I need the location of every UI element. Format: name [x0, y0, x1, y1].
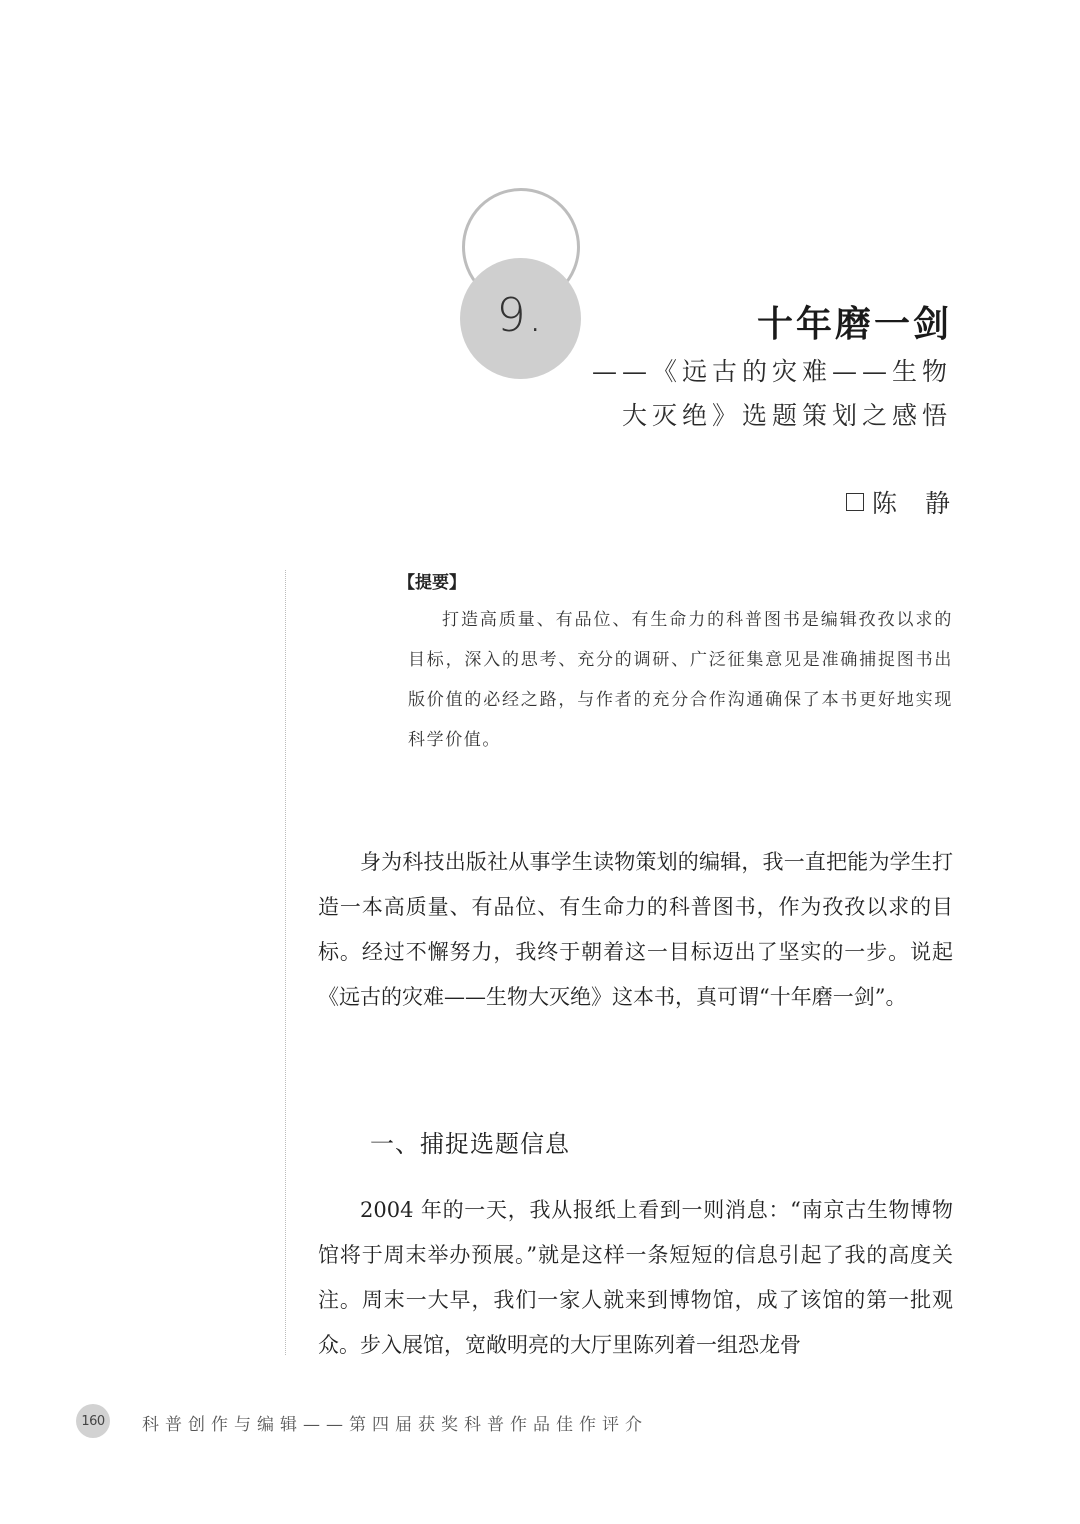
abstract-label: 【提要】 — [398, 573, 466, 593]
author-given: 陈 — [871, 489, 899, 518]
chapter-number: 9. — [496, 287, 545, 342]
author-byline — [846, 484, 952, 520]
subtitle-line: 大灭绝》选题策划之感悟 — [621, 401, 952, 430]
section-heading: 一、捕捉选题信息 — [370, 1130, 570, 1158]
square-bullet-icon — [846, 493, 864, 511]
page-number: 160 — [76, 1404, 110, 1438]
author-family: 静 — [924, 489, 952, 518]
article-title: 十年磨一剑 — [756, 304, 952, 345]
abstract-text: 打造高质量、有品位、有生命力的科普图书是编辑孜孜以求的目标，深入的思考、充分的调研、广泛征集意见是准确捕捉图书出版价值的必经之路，与作者的充分合作沟通确保了本书更好地实现科学价值。 — [408, 610, 953, 750]
margin-dotted-rule — [285, 570, 286, 1355]
article-subtitle — [532, 350, 952, 438]
body-paragraph: 身为科技出版社从事学生读物策划的编辑，我一直把能为学生打造一本高质量、有品位、有生命力的科普图书，作为孜孜以求的目标。经过不懈努力，我终于朝着这一目标迈出了坚实的一步。说起《远古的灾难——生物大灭绝》这本书，真可谓“十年磨一剑”。 — [318, 850, 953, 1009]
body-paragraph: 2004 年的一天，我从报纸上看到一则消息：“南京古生物博物馆将于周末举办预展。”就是这样一条短短的信息引起了我的高度关注。周末一大早，我们一家人就来到博物馆，成了该馆的第一批观众。步入展馆，宽敞明亮的大厅里陈列着一组恐龙骨 — [318, 1198, 953, 1357]
running-footer: 科普创作与编辑——第四届获奖科普作品佳作评介 — [142, 1415, 648, 1435]
subtitle-line: ——《远古的灾难——生物 — [591, 357, 952, 386]
